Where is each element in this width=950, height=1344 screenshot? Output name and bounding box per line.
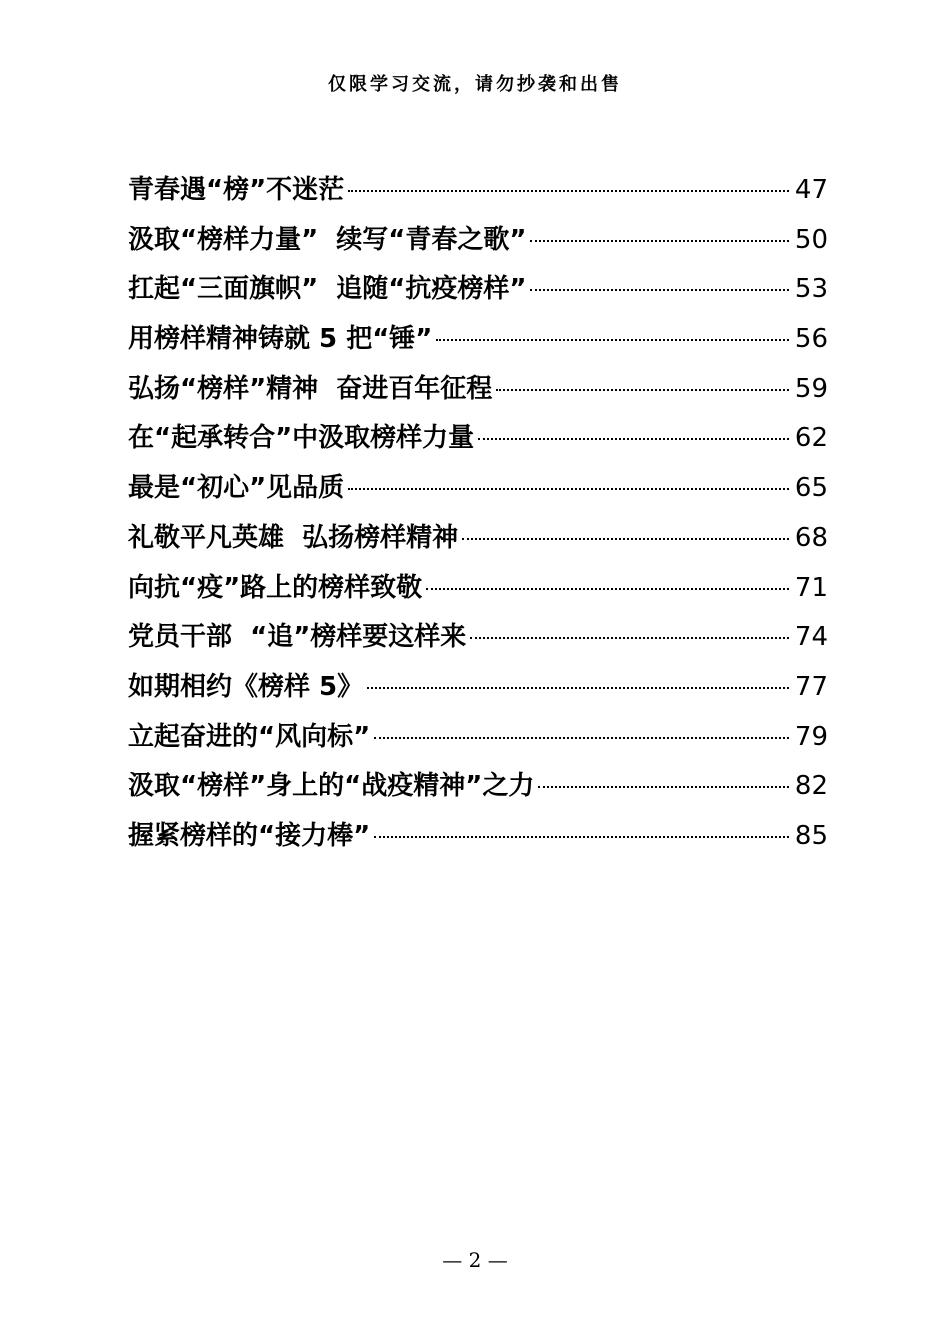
toc-leader-dots [367,687,789,689]
toc-leader-dots [496,389,789,391]
toc-leader-dots [462,538,789,540]
toc-entry[interactable] [128,417,828,467]
toc-entry-title: 汲取“榜样”身上的“战疫精神”之力 [128,771,535,802]
toc-entry-page: 62 [794,423,828,454]
toc-entry[interactable] [128,666,828,716]
toc-entry-page: 71 [794,572,828,603]
page-number: — 2 — [442,1248,508,1272]
toc-entry-title: 握紧榜样的“接力棒” [128,820,371,851]
toc-entry-page: 85 [794,820,828,851]
toc-entry-page: 50 [794,224,828,255]
toc-entry-page: 77 [794,671,828,702]
toc-entry-title: 扛起“三面旗帜” 追随“抗疫榜样” [128,274,527,305]
toc-entry[interactable] [128,517,828,567]
toc-leader-dots [478,438,789,440]
toc-entry-title: 党员干部 “追”榜样要这样来 [128,622,467,653]
toc-entry-page: 74 [794,622,828,653]
toc-leader-dots [348,190,789,192]
toc-leader-dots [374,836,789,838]
toc-leader-dots [426,588,789,590]
toc-entry-title: 汲取“榜样力量” 续写“青春之歌” [128,224,527,255]
toc-entry[interactable] [128,219,828,269]
toc-entry-page: 79 [794,721,828,752]
toc-entry[interactable] [128,169,828,219]
toc-entry-title: 青春遇“榜”不迷茫 [128,175,345,205]
toc-entry-page: 56 [794,324,828,355]
toc-entry-page: 68 [794,522,828,553]
toc-entry[interactable] [128,567,828,617]
toc-entry[interactable] [128,815,828,865]
toc-entry-title: 如期相约《榜样 5》 [128,671,364,702]
toc-entry[interactable] [128,765,828,815]
toc-entry-title: 礼敬平凡英雄 弘扬榜样精神 [128,522,459,553]
table-of-contents [128,169,828,865]
toc-entry-page: 59 [794,373,828,404]
toc-entry-title: 弘扬“榜样”精神 奋进百年征程 [128,373,493,404]
toc-entry-title: 用榜样精神铸就 5 把“锤” [128,324,433,355]
toc-leader-dots [348,488,789,490]
toc-entry[interactable] [128,616,828,666]
toc-entry[interactable] [128,368,828,418]
toc-leader-dots [530,289,788,291]
toc-leader-dots [374,737,789,739]
toc-entry[interactable] [128,318,828,368]
toc-entry-title: 在“起承转合”中汲取榜样力量 [128,423,475,454]
toc-entry-page: 82 [794,771,828,802]
toc-leader-dots [530,240,788,242]
toc-entry[interactable] [128,268,828,318]
page-header-notice: 仅限学习交流，请勿抄袭和出售 [328,74,622,95]
toc-entry-page: 65 [794,473,828,504]
toc-entry[interactable] [128,716,828,766]
toc-entry[interactable] [128,467,828,517]
toc-entry-title: 向抗“疫”路上的榜样致敬 [128,572,423,603]
toc-leader-dots [470,637,789,639]
toc-entry-title: 最是“初心”见品质 [128,473,345,504]
toc-leader-dots [538,786,789,788]
toc-entry-page: 53 [794,274,828,305]
toc-entry-title: 立起奋进的“风向标” [128,721,371,752]
toc-entry-page: 47 [794,175,828,205]
toc-leader-dots [436,339,789,341]
